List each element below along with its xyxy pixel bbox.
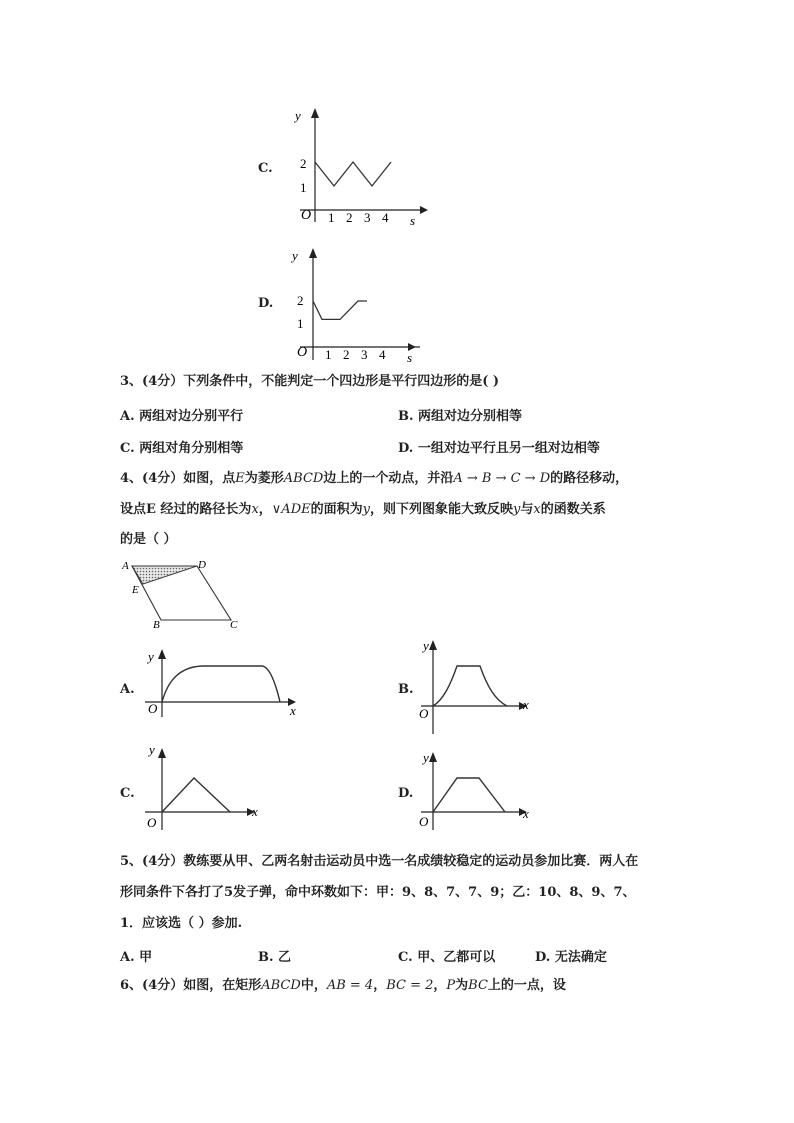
- tick-y: 1: [300, 180, 307, 195]
- q3-stem: 3、(4分）下列条件中，不能判定一个四边形是平行四边形的是( ): [120, 374, 500, 389]
- x-axis-label: x: [252, 804, 258, 819]
- y-axis-arrow: [158, 748, 166, 758]
- q3-option-c[interactable]: C. 两组对角分别相等: [120, 441, 244, 456]
- point-e-label: E: [132, 584, 139, 596]
- vertex-d-label: D: [198, 559, 206, 571]
- graph-d-line: [313, 301, 367, 319]
- q3-option-a[interactable]: A. 两组对边分别平行: [120, 409, 244, 424]
- q5-stem-line1: 5、(4分）教练要从甲、乙两名射击运动员中选一名成绩较稳定的运动员参加比赛．两人在: [120, 854, 639, 869]
- q4-graph-b: [413, 634, 538, 736]
- y-axis-label: y: [423, 750, 429, 765]
- q3-option-b[interactable]: B. 两组对边分别相等: [398, 409, 523, 424]
- y-axis-arrow: [429, 752, 437, 762]
- x-axis-label: s: [410, 213, 416, 228]
- vertex-a-label: A: [122, 560, 129, 572]
- q2-option-d-label: D.: [258, 296, 274, 311]
- graph-b-curve: [433, 666, 507, 706]
- y-axis-arrow: [311, 108, 319, 118]
- q4-graph-d: [413, 746, 538, 834]
- tick-x: 3: [364, 210, 371, 225]
- tick-y: 2: [300, 156, 307, 171]
- origin-label: O: [297, 345, 308, 360]
- q5-option-b[interactable]: B. 乙: [258, 950, 292, 965]
- y-axis-label: y: [292, 248, 298, 263]
- y-axis-label: y: [423, 638, 429, 653]
- q3-option-d[interactable]: D. 一组对边平行且另一组对边相等: [398, 441, 600, 456]
- q4-option-a-label[interactable]: A.: [120, 682, 135, 697]
- q2-graph-c: [285, 100, 435, 230]
- q4-option-d-label[interactable]: D.: [398, 786, 414, 801]
- vertex-c-label: C: [230, 619, 238, 631]
- graph-d-trapezoid: [433, 778, 505, 812]
- y-axis-label: y: [149, 742, 155, 757]
- x-axis-arrow: [420, 206, 428, 214]
- q5-option-c[interactable]: C. 甲、乙都可以: [398, 950, 496, 965]
- q5-option-d[interactable]: D. 无法确定: [535, 950, 607, 965]
- tick-x: 2: [343, 347, 350, 362]
- graph-a-curve: [162, 666, 280, 702]
- origin-label: O: [419, 814, 429, 829]
- q5-stem-line3: 1．应该选（ ）参加.: [120, 916, 243, 931]
- q4-option-b-label[interactable]: B.: [398, 682, 414, 697]
- y-axis-label: y: [148, 649, 154, 664]
- q2-graph-d: [285, 238, 435, 368]
- q6-stem-line1: 6、(4分）如图，在矩形ABCD中，AB = 4，BC = 2，P为BC上的一点，设: [120, 978, 566, 993]
- q4-rhombus-figure: [118, 555, 253, 635]
- origin-label: O: [147, 815, 157, 830]
- q4-stem-line3: 的是（ ）: [120, 532, 177, 547]
- q4-stem-line1: 4、(4分）如图，点E为菱形ABCD边上的一个动点，并沿A → B → C → D的路径移动，: [120, 471, 629, 486]
- tick-x: 4: [379, 347, 386, 362]
- origin-label: O: [419, 706, 429, 721]
- origin-label: O: [301, 208, 312, 223]
- y-axis-label: y: [295, 108, 301, 123]
- tick-x: 1: [328, 210, 335, 225]
- q5-stem-line2: 形同条件下各打了5发子弹，命中环数如下：甲：9、8、7、7、9；乙：10、8、9、7、: [120, 885, 636, 900]
- tick-x: 4: [382, 210, 389, 225]
- q4-stem-line2: 设点E 经过的路径长为x，∨ADE的面积为y，则下列图象能大致反映y与x的函数关系: [120, 502, 606, 517]
- shaded-triangle-ade: [132, 566, 197, 584]
- graph-c-triangle: [162, 778, 230, 812]
- q4-option-c-label[interactable]: C.: [120, 786, 135, 801]
- tick-y: 1: [297, 316, 304, 331]
- tick-x: 2: [346, 210, 353, 225]
- x-axis-label: x: [523, 806, 529, 821]
- vertex-b-label: B: [153, 619, 160, 631]
- origin-label: O: [148, 701, 158, 716]
- y-axis-arrow: [429, 640, 437, 650]
- x-axis-label: s: [407, 350, 413, 365]
- tick-x: 1: [325, 347, 332, 362]
- tick-x: 3: [361, 347, 368, 362]
- y-axis-arrow: [158, 649, 166, 659]
- graph-c-line: [315, 162, 391, 186]
- y-axis-arrow: [309, 248, 317, 258]
- q4-graph-a: [140, 645, 305, 720]
- x-axis-label: x: [290, 703, 296, 718]
- q5-option-a[interactable]: A. 甲: [120, 950, 153, 965]
- q2-option-c-label: C.: [258, 161, 273, 176]
- q4-graph-c: [140, 738, 270, 833]
- x-axis-label: x: [523, 697, 529, 712]
- tick-y: 2: [297, 293, 304, 308]
